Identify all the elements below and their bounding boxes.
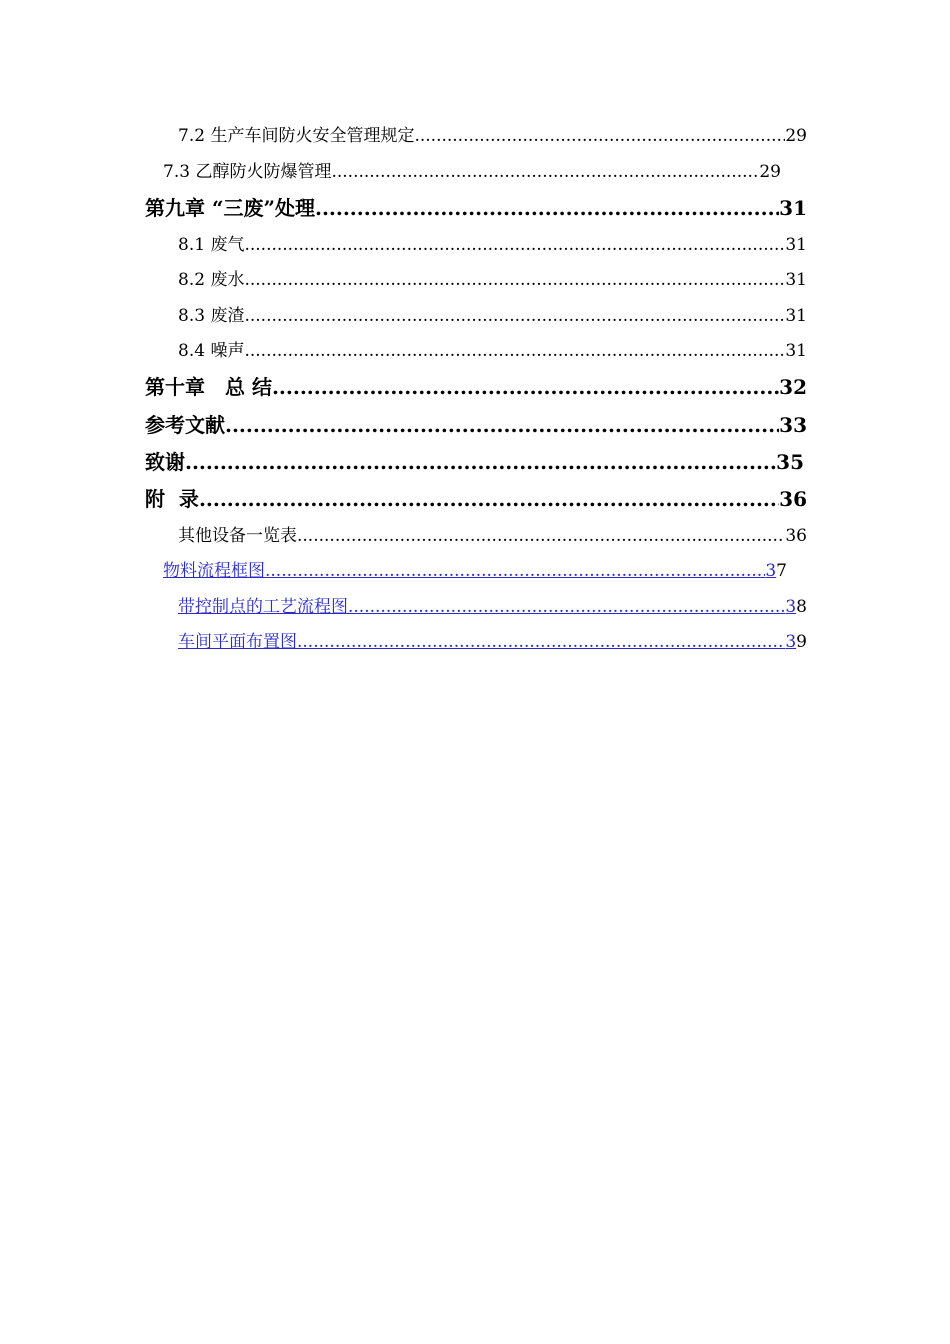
toc-entry-label: 第十章 总 结 <box>145 375 272 399</box>
toc-page-number: 29 <box>785 126 807 146</box>
toc-dot-leader <box>244 268 785 292</box>
toc-page-number: 31 <box>785 270 807 290</box>
toc-page-number: 31 <box>785 235 807 255</box>
toc-entry-label: 8.3 废渣 <box>178 306 245 326</box>
toc-entry-label: 8.1 废气 <box>178 235 245 255</box>
toc-entry-8-3[interactable] <box>178 304 807 328</box>
toc-page-number: 36 <box>785 526 807 546</box>
toc-dot-leader <box>315 194 779 222</box>
toc-link-process-flow-diagram[interactable] <box>178 595 807 619</box>
toc-entry-label: 第九章 “三废”处理 <box>145 196 315 220</box>
toc-entry-7-3[interactable] <box>163 160 781 184</box>
toc-page-number-rest: 7 <box>776 561 787 581</box>
toc-entry-chapter-10[interactable] <box>145 373 807 401</box>
toc-entry-label: 带控制点的工艺流程图 <box>178 597 348 617</box>
toc-dot-leader <box>244 339 785 363</box>
toc-page-number: 33 <box>779 413 807 437</box>
toc-entry-label: 8.2 废水 <box>178 270 245 290</box>
toc-dot-leader <box>244 233 785 257</box>
toc-entry-chapter-9[interactable] <box>145 194 807 222</box>
toc-page-number: 31 <box>785 341 807 361</box>
toc-entry-references[interactable] <box>145 411 807 439</box>
toc-page-number-rest: 9 <box>796 632 807 652</box>
toc-dot-leader <box>244 304 785 328</box>
toc-page-number: 31 <box>779 196 807 220</box>
toc-entry-8-2[interactable] <box>178 268 807 292</box>
toc-page-number: 32 <box>779 375 807 399</box>
toc-dot-leader <box>272 373 779 401</box>
toc-link-material-flow-diagram[interactable] <box>163 559 787 583</box>
toc-entry-8-1[interactable] <box>178 233 807 257</box>
toc-entry-label: 物料流程框图 <box>163 561 265 581</box>
toc-entry-label: 其他设备一览表 <box>178 526 297 546</box>
toc-entry-8-4[interactable] <box>178 339 807 363</box>
toc-dot-leader <box>414 124 785 148</box>
toc-entry-label: 7.3 乙醇防火防爆管理 <box>163 162 332 182</box>
toc-page-number-link: 3 <box>765 561 777 581</box>
toc-page-number-link: 3 <box>785 632 797 652</box>
toc-link-workshop-layout[interactable] <box>178 630 807 654</box>
toc-dot-leader <box>199 485 779 513</box>
toc-dot-leader <box>185 448 776 476</box>
toc-entry-label: 8.4 噪声 <box>178 341 245 361</box>
toc-page-number: 31 <box>785 306 807 326</box>
toc-dot-leader <box>225 411 779 439</box>
toc-entry-label: 致谢 <box>145 450 185 474</box>
toc-dot-leader <box>265 559 765 583</box>
toc-dot-leader <box>297 524 785 548</box>
toc-page-number-link: 3 <box>785 597 797 617</box>
toc-entry-label: 参考文献 <box>145 413 225 437</box>
toc-entry-label: 车间平面布置图 <box>178 632 297 652</box>
toc-page-number: 36 <box>779 487 807 511</box>
toc-entry-label: 附 录 <box>145 487 199 511</box>
toc-dot-leader <box>297 630 785 654</box>
toc-dot-leader <box>331 160 759 184</box>
toc-entry-label: 7.2 生产车间防火安全管理规定 <box>178 126 415 146</box>
toc-dot-leader <box>348 595 785 619</box>
toc-page-number-rest: 8 <box>796 597 807 617</box>
toc-entry-equipment-list[interactable] <box>178 524 807 548</box>
toc-entry-7-2[interactable] <box>178 124 807 148</box>
toc-entry-acknowledgements[interactable] <box>145 448 804 476</box>
toc-page-number: 29 <box>759 162 781 182</box>
toc-entry-appendix[interactable] <box>145 485 807 513</box>
toc-page-number: 35 <box>776 450 804 474</box>
